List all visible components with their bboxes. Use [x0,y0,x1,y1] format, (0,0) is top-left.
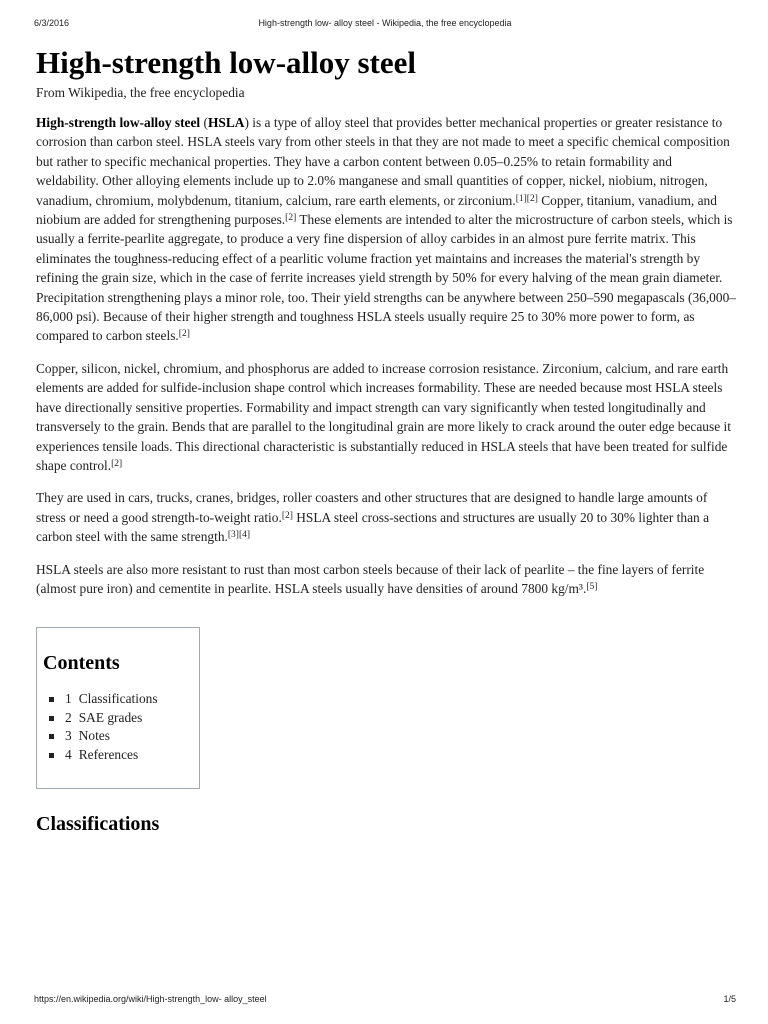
citation-link[interactable]: [3][4] [227,530,251,541]
toc-item-classifications[interactable]: 1 Classifications [65,690,193,709]
site-tagline: From Wikipedia, the free encyclopedia [36,85,245,100]
section-heading-classifications: Classifications [36,813,160,836]
article-content [36,44,736,837]
citation-link[interactable]: [2] [285,213,297,224]
bold-term: High-strength low-alloy steel [36,115,201,130]
intro-paragraph-2: Copper, silicon, nickel, chromium, and phosphorus are added to increase corrosion resistance. Zirconium, calcium, and rare earth elements are added for sulfide-inclusion shape control which increases formability. These are needed because most HSLA steels have directionally sensitive properties. Formability and impact strength can vary significantly when tested longitudinally and transversely to the grain. Bends that are parallel to the longitudinal grain are more likely to crack around the outer edge because it experiences tensile loads. This directional characteristic is substantially reduced in HSLA steels that have been treated for sulfide shape control.[2] [36,360,731,473]
page-title: High-strength low-alloy steel [36,45,417,80]
intro-paragraph-4: HSLA steels are also more resistant to rust than most carbon steels because of their lack of pearlite – the fine layers of ferrite (almost pure iron) and cementite in pearlite. HSLA steels usually have densities of around 7800 kg/m³.[5] [36,561,705,596]
print-page-number: 1/5 [723,994,736,1004]
toc-item-references[interactable]: 4 References [65,746,193,765]
citation-link[interactable]: [2] [178,329,190,340]
toc-list [43,690,193,764]
intro-paragraph-3: They are used in cars, trucks, cranes, bridges, roller coasters and other structures that are designed to handle large amounts of stress or need a good strength-to-weight ratio.[2] HSLA steel cross-sections and structures are usually 20 to 30% lighter than a carbon steel with the same strength.[3][4] [36,490,710,545]
toc-item-notes[interactable]: 3 Notes [65,727,193,746]
print-title: High-strength low- alloy steel - Wikipedia, the free encyclopedia [258,18,512,28]
print-url: https://en.wikipedia.org/wiki/High-strength_low- alloy_steel [34,994,267,1004]
citation-link[interactable]: [2] [281,510,293,521]
print-header [34,18,736,30]
citation-link[interactable]: [5] [586,581,598,592]
intro-paragraph-1: High-strength low-alloy steel (HSLA) is a type of alloy steel that provides better mechanical properties or greater resistance to corrosion than carbon steel. HSLA steels vary from other steels in that they are not made to meet a specific chemical composition but rather to specific mechanical properties. They have a carbon content between 0.05–0.25% to retain formability and weldability. Other alloying elements include up to 2.0% manganese and small quantities of copper, nickel, niobium, nitrogen, vanadium, chromium, molybdenum, titanium, calcium, rare earth elements, or zirconium.[1][2] Copper, titanium, vanadium, and niobium are added for strengthening purposes.[2] These elements are intended to alter the microstructure of carbon steels, which is usually a ferrite-pearlite aggregate, to produce a very fine dispersion of alloy carbides in an almost pure ferrite matrix. This eliminates the toughness-reducing effect of a pearlitic volume fraction yet maintains and increases the material's strength by refining the grain size, which in the case of ferrite increases yield strength by 50% for every halving of the mean grain diameter. Precipitation strengthening plays a minor role, too. Their yield strengths can be anywhere between 250–590 megapascals (36,000–86,000 psi). Because of their higher strength and toughness HSLA steels usually require 25 to 30% more power to form, as compared to carbon steels.[2] [36,115,736,344]
table-of-contents [36,627,200,789]
toc-item-sae-grades[interactable]: 2 SAE grades [65,709,193,728]
bold-abbreviation: HSLA [207,115,245,130]
print-date: 6/3/2016 [34,18,70,28]
citation-link[interactable]: [1][2] [515,193,538,204]
toc-title: Contents [43,652,120,675]
citation-link[interactable]: [2] [111,458,123,469]
print-footer [34,994,736,1006]
